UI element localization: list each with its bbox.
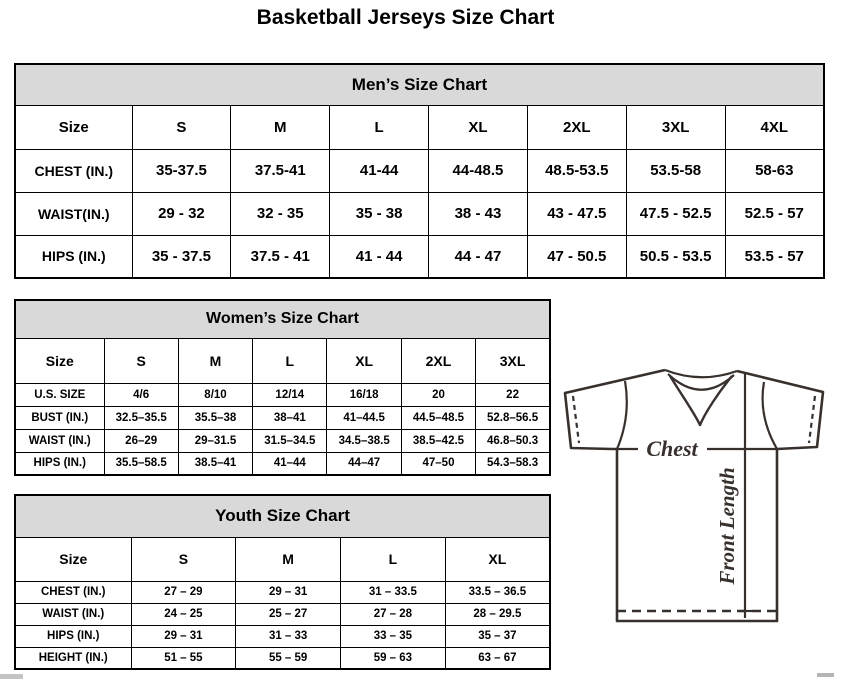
women-cell: 54.3–58.3 [476, 452, 550, 475]
women-cell: 20 [401, 383, 475, 406]
youth-cell: 29 – 31 [236, 581, 341, 603]
women-cell: 34.5–38.5 [327, 429, 401, 452]
women-column-header: S [104, 338, 178, 383]
youth-row-label: HEIGHT (IN.) [15, 647, 131, 669]
men-column-header: 2XL [527, 105, 626, 149]
men-column-header: S [132, 105, 231, 149]
men-column-header: L [330, 105, 429, 149]
youth-cell: 59 – 63 [341, 647, 446, 669]
selection-handle-right [817, 673, 834, 677]
youth-row-label: WAIST (IN.) [15, 603, 131, 625]
chest-label: Chest [646, 436, 698, 461]
women-cell: 38.5–41 [178, 452, 252, 475]
women-cell: 44–47 [327, 452, 401, 475]
men-cell: 44-48.5 [429, 149, 528, 192]
women-column-header: M [178, 338, 252, 383]
men-cell: 47 - 50.5 [527, 235, 626, 278]
women-row-label: BUST (IN.) [15, 406, 104, 429]
jersey-measurement-diagram [556, 360, 843, 642]
women-cell: 52.8–56.5 [476, 406, 550, 429]
women-column-header: 2XL [401, 338, 475, 383]
women-column-header: L [253, 338, 327, 383]
women-cell: 46.8–50.3 [476, 429, 550, 452]
youth-cell: 33.5 – 36.5 [445, 581, 550, 603]
men-row-label: CHEST (IN.) [15, 149, 132, 192]
women-cell: 29–31.5 [178, 429, 252, 452]
men-cell: 58-63 [725, 149, 824, 192]
youth-row-label: CHEST (IN.) [15, 581, 131, 603]
men-cell: 41 - 44 [330, 235, 429, 278]
men-row-label: HIPS (IN.) [15, 235, 132, 278]
women-cell: 38–41 [253, 406, 327, 429]
men-cell: 41-44 [330, 149, 429, 192]
youth-table-row [15, 647, 550, 669]
youth-table-row [15, 625, 550, 647]
men-cell: 37.5-41 [231, 149, 330, 192]
men-cell: 48.5-53.5 [527, 149, 626, 192]
jersey-right-sleeve-seam [763, 382, 777, 449]
women-table-header-row [15, 300, 550, 338]
women-cell: 41–44.5 [327, 406, 401, 429]
women-cell: 35.5–38 [178, 406, 252, 429]
youth-column-header: M [236, 537, 341, 581]
men-table-row [15, 192, 824, 235]
youth-row-label: HIPS (IN.) [15, 625, 131, 647]
men-table-header-row [15, 64, 824, 105]
women-table-row [15, 383, 550, 406]
youth-cell: 27 – 29 [131, 581, 236, 603]
women-table-row [15, 406, 550, 429]
men-cell: 43 - 47.5 [527, 192, 626, 235]
women-cell: 38.5–42.5 [401, 429, 475, 452]
youth-table-row [15, 581, 550, 603]
selection-handle-left [0, 674, 23, 679]
men-size-header-row [15, 105, 824, 149]
men-cell: 53.5-58 [626, 149, 725, 192]
youth-table-title: Youth Size Chart [15, 495, 550, 537]
youth-cell: 31 – 33 [236, 625, 341, 647]
women-table-title: Women’s Size Chart [15, 300, 550, 338]
men-cell: 53.5 - 57 [725, 235, 824, 278]
front-length-label: Front Length [715, 467, 739, 585]
mens-size-table [14, 63, 825, 279]
youth-column-header: S [131, 537, 236, 581]
youth-cell: 51 – 55 [131, 647, 236, 669]
jersey-outline [565, 370, 823, 621]
women-cell: 32.5–35.5 [104, 406, 178, 429]
women-cell: 44.5–48.5 [401, 406, 475, 429]
men-table-row [15, 149, 824, 192]
youth-cell: 29 – 31 [131, 625, 236, 647]
women-cell: 22 [476, 383, 550, 406]
jersey-right-cuff-dashes [809, 396, 815, 443]
jersey-left-sleeve-seam [617, 381, 627, 449]
men-cell: 38 - 43 [429, 192, 528, 235]
men-cell: 44 - 47 [429, 235, 528, 278]
men-cell: 35 - 38 [330, 192, 429, 235]
men-cell: 32 - 35 [231, 192, 330, 235]
women-cell: 16/18 [327, 383, 401, 406]
youth-size-label: Size [15, 537, 131, 581]
jersey-left-cuff-dashes [573, 396, 579, 443]
women-row-label: WAIST (IN.) [15, 429, 104, 452]
youth-cell: 63 – 67 [445, 647, 550, 669]
women-table-row [15, 452, 550, 475]
women-cell: 47–50 [401, 452, 475, 475]
womens-size-table [14, 299, 551, 476]
jersey-collar-back [665, 370, 737, 377]
youth-cell: 24 – 25 [131, 603, 236, 625]
women-cell: 8/10 [178, 383, 252, 406]
women-column-header: 3XL [476, 338, 550, 383]
women-cell: 35.5–58.5 [104, 452, 178, 475]
youth-table-header-row [15, 495, 550, 537]
women-cell: 41–44 [253, 452, 327, 475]
men-table-title: Men’s Size Chart [15, 64, 824, 105]
men-column-header: 4XL [725, 105, 824, 149]
women-row-label: U.S. SIZE [15, 383, 104, 406]
youth-column-header: L [341, 537, 446, 581]
men-cell: 52.5 - 57 [725, 192, 824, 235]
men-cell: 37.5 - 41 [231, 235, 330, 278]
men-cell: 35-37.5 [132, 149, 231, 192]
women-column-header: XL [327, 338, 401, 383]
youth-cell: 33 – 35 [341, 625, 446, 647]
women-cell: 12/14 [253, 383, 327, 406]
youth-cell: 25 – 27 [236, 603, 341, 625]
men-cell: 35 - 37.5 [132, 235, 231, 278]
men-cell: 50.5 - 53.5 [626, 235, 725, 278]
men-column-header: XL [429, 105, 528, 149]
women-size-label: Size [15, 338, 104, 383]
youth-size-table [14, 494, 551, 670]
men-table-row [15, 235, 824, 278]
youth-cell: 28 – 29.5 [445, 603, 550, 625]
men-column-header: M [231, 105, 330, 149]
women-cell: 26–29 [104, 429, 178, 452]
men-column-header: 3XL [626, 105, 725, 149]
youth-cell: 31 – 33.5 [341, 581, 446, 603]
men-row-label: WAIST(IN.) [15, 192, 132, 235]
women-table-row [15, 429, 550, 452]
youth-table-row [15, 603, 550, 625]
youth-cell: 27 – 28 [341, 603, 446, 625]
youth-cell: 55 – 59 [236, 647, 341, 669]
women-size-header-row [15, 338, 550, 383]
men-cell: 47.5 - 52.5 [626, 192, 725, 235]
women-cell: 31.5–34.5 [253, 429, 327, 452]
women-row-label: HIPS (IN.) [15, 452, 104, 475]
youth-column-header: XL [445, 537, 550, 581]
youth-cell: 35 – 37 [445, 625, 550, 647]
youth-size-header-row [15, 537, 550, 581]
women-cell: 4/6 [104, 383, 178, 406]
men-cell: 29 - 32 [132, 192, 231, 235]
page-title: Basketball Jerseys Size Chart [256, 6, 555, 29]
men-size-label: Size [15, 105, 132, 149]
